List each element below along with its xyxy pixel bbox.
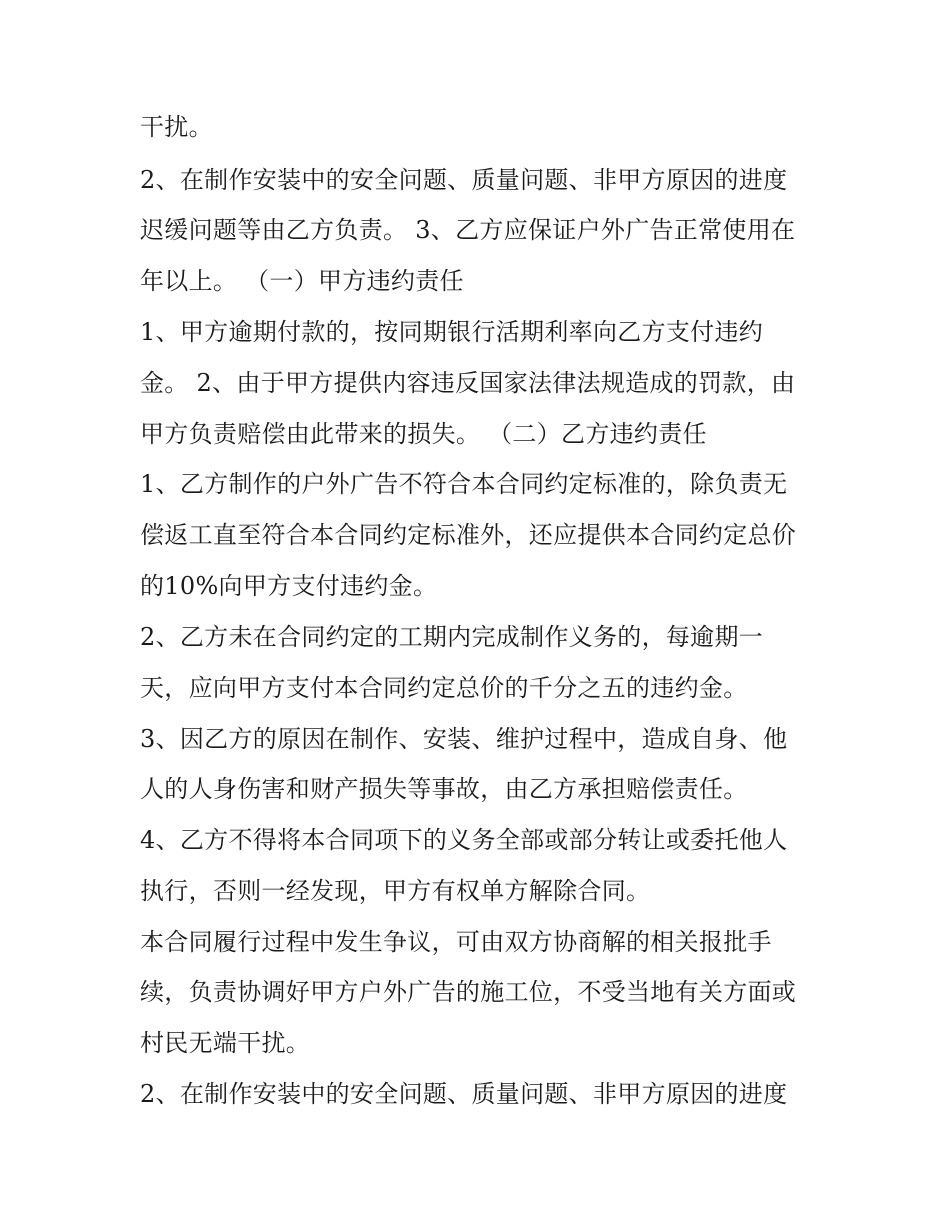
text-line: 偿返工直至符合本合同约定标准外，还应提供本合同约定总价 xyxy=(140,521,797,549)
text-line: 天，应向甲方支付本合同约定总价的千分之五的违约金。 xyxy=(140,674,748,702)
text-line: 本合同履行过程中发生争议，可由双方协商解的相关报批手 xyxy=(140,928,772,956)
text-line: 2、乙方未在合同约定的工期内完成制作义务的，每逾期一 xyxy=(140,623,764,651)
text-line: 1、甲方逾期付款的，按同期银行活期利率向乙方支付违约 xyxy=(140,318,764,346)
text-line: 2、在制作安装中的安全问题、质量问题、非甲方原因的进度 xyxy=(140,1080,788,1108)
text-line: 执行，否则一经发现，甲方有权单方解除合同。 xyxy=(140,877,651,905)
text-line: 人的人身伤害和财产损失等事故，由乙方承担赔偿责任。 xyxy=(140,775,748,803)
text-line: 的10%向甲方支付违约金。 xyxy=(140,572,438,600)
text-line: 迟缓问题等由乙方负责。 3、乙方应保证户外广告正常使用在 xyxy=(140,216,796,244)
text-line: 4、乙方不得将本合同项下的义务全部或部分转让或委托他人 xyxy=(140,826,788,854)
text-line: 1、乙方制作的户外广告不符合本合同约定标准的，除负责无 xyxy=(140,470,788,498)
text-line: 续，负责协调好甲方户外广告的施工位，不受当地有关方面或 xyxy=(140,978,797,1006)
text-line: 甲方负责赔偿由此带来的损失。 （二）乙方违约责任 xyxy=(140,420,707,448)
text-line: 村民无端干扰。 xyxy=(140,1029,311,1057)
text-line: 年以上。 （一）甲方违约责任 xyxy=(140,267,464,295)
text-line: 3、因乙方的原因在制作、安装、维护过程中，造成自身、他 xyxy=(140,725,788,753)
text-line: 2、在制作安装中的安全问题、质量问题、非甲方原因的进度 xyxy=(140,166,788,194)
text-line: 金。 2、由于甲方提供内容违反国家法律法规造成的罚款，由 xyxy=(140,369,796,397)
text-line: 干扰。 xyxy=(140,113,213,141)
